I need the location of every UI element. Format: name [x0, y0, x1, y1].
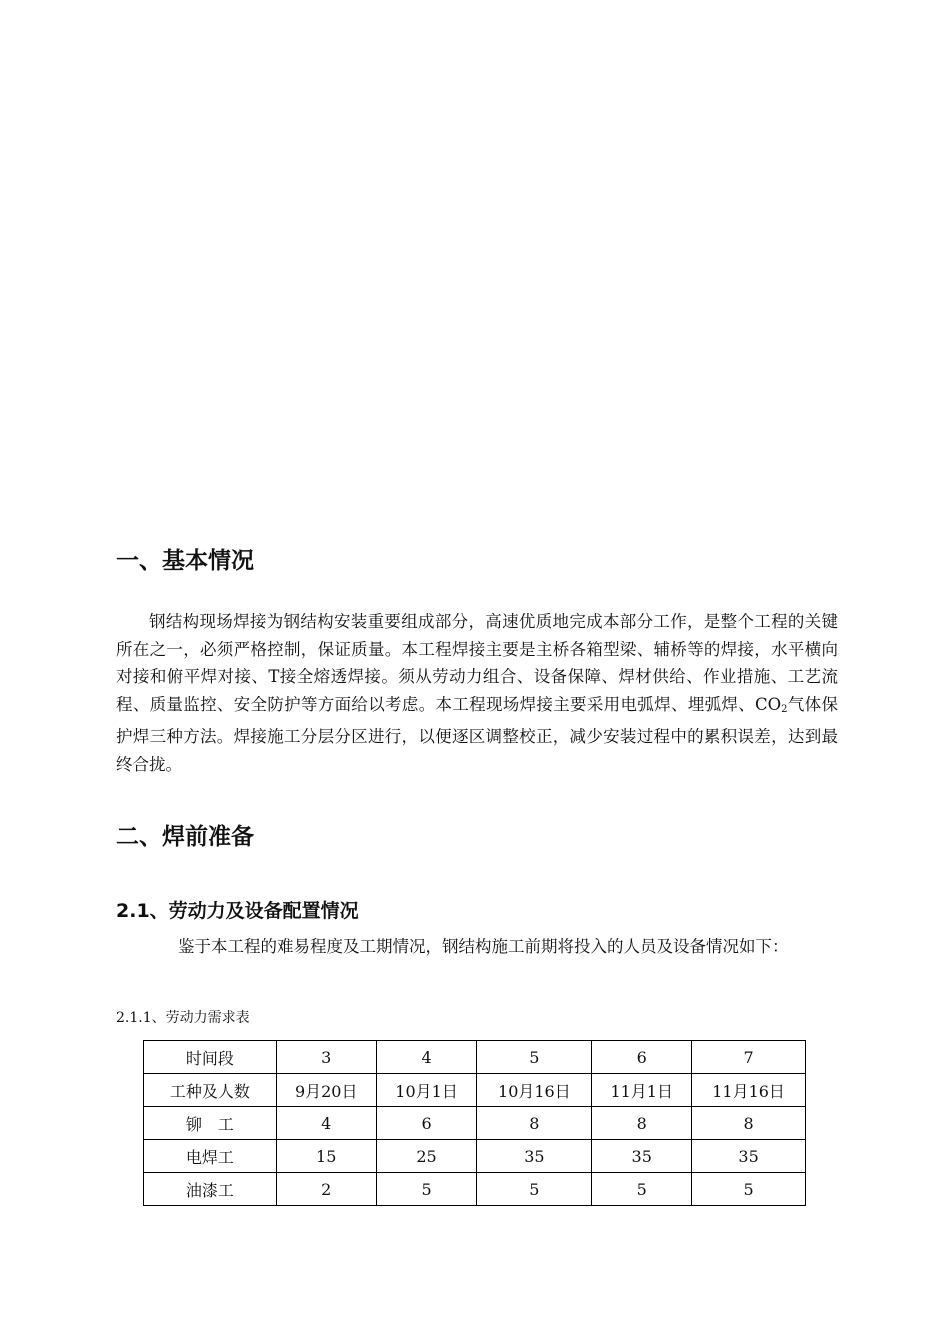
table-cell: 2	[276, 1173, 376, 1206]
table-cell: 5	[592, 1173, 692, 1206]
table-cell: 35	[592, 1140, 692, 1173]
table-row	[144, 1140, 806, 1173]
table-cell: 10月1日	[376, 1074, 477, 1107]
table-cell: 10月16日	[477, 1074, 592, 1107]
table-row	[144, 1041, 806, 1074]
table-cell: 5	[477, 1041, 592, 1074]
table-cell: 4	[276, 1107, 376, 1140]
table-cell: 电焊工	[144, 1140, 277, 1173]
table-cell: 5	[376, 1173, 477, 1206]
table-row	[144, 1173, 806, 1206]
labor-table-caption: 2.1.1、劳动力需求表	[116, 1010, 250, 1026]
table-cell: 时间段	[144, 1041, 277, 1074]
labor-demand-table	[143, 1040, 806, 1206]
table-cell: 6	[376, 1107, 477, 1140]
table-cell: 8	[692, 1107, 806, 1140]
section-2-1-heading: 2.1、劳动力及设备配置情况	[116, 900, 359, 922]
section-1-paragraph	[116, 608, 838, 779]
section-1-heading: 一、基本情况	[116, 548, 254, 574]
table-cell: 9月20日	[276, 1074, 376, 1107]
table-cell: 11月16日	[692, 1074, 806, 1107]
table-cell: 3	[276, 1041, 376, 1074]
co2-subscript: 2	[781, 703, 788, 715]
table-cell: 8	[592, 1107, 692, 1140]
table-cell: 15	[276, 1140, 376, 1173]
table-cell: 25	[376, 1140, 477, 1173]
table-cell: 5	[692, 1173, 806, 1206]
section-2-heading: 二、焊前准备	[116, 824, 254, 850]
section-2-1-intro: 鉴于本工程的难易程度及工期情况，钢结构施工前期将投入的人员及设备情况如下：	[178, 937, 789, 956]
table-cell: 5	[477, 1173, 592, 1206]
table-cell: 6	[592, 1041, 692, 1074]
table-cell: 7	[692, 1041, 806, 1074]
paragraph-text-part-1: 钢结构现场焊接为钢结构安装重要组成部分，高速优质地完成本部分工作，是整个工程的关键所在之一，必须严格控制，保证质量。本工程焊接主要是主桥各箱型梁、辅桥等的焊接，水平横向对接和俯平焊对接、T接全熔透焊接。须从劳动力组合、设备保障、焊材供给、作业措施、工艺流程、质量监控、安全防护等方面给以考虑。本工程现场焊接主要采用电弧焊、埋弧焊、CO	[116, 612, 838, 714]
table-cell: 铆 工	[144, 1107, 277, 1140]
table-cell: 11月1日	[592, 1074, 692, 1107]
table-row	[144, 1074, 806, 1107]
table-row	[144, 1107, 806, 1140]
table-cell: 油漆工	[144, 1173, 277, 1206]
table-cell: 工种及人数	[144, 1074, 277, 1107]
table-cell: 35	[692, 1140, 806, 1173]
paragraph-text-part-2: 气体保护焊三种方法。焊接施工分层分区进行，以便逐区调整校正，减少安装过程中的累积误差，达到最终合拢。	[116, 694, 838, 774]
table-cell: 4	[376, 1041, 477, 1074]
table-cell: 8	[477, 1107, 592, 1140]
table-cell: 35	[477, 1140, 592, 1173]
